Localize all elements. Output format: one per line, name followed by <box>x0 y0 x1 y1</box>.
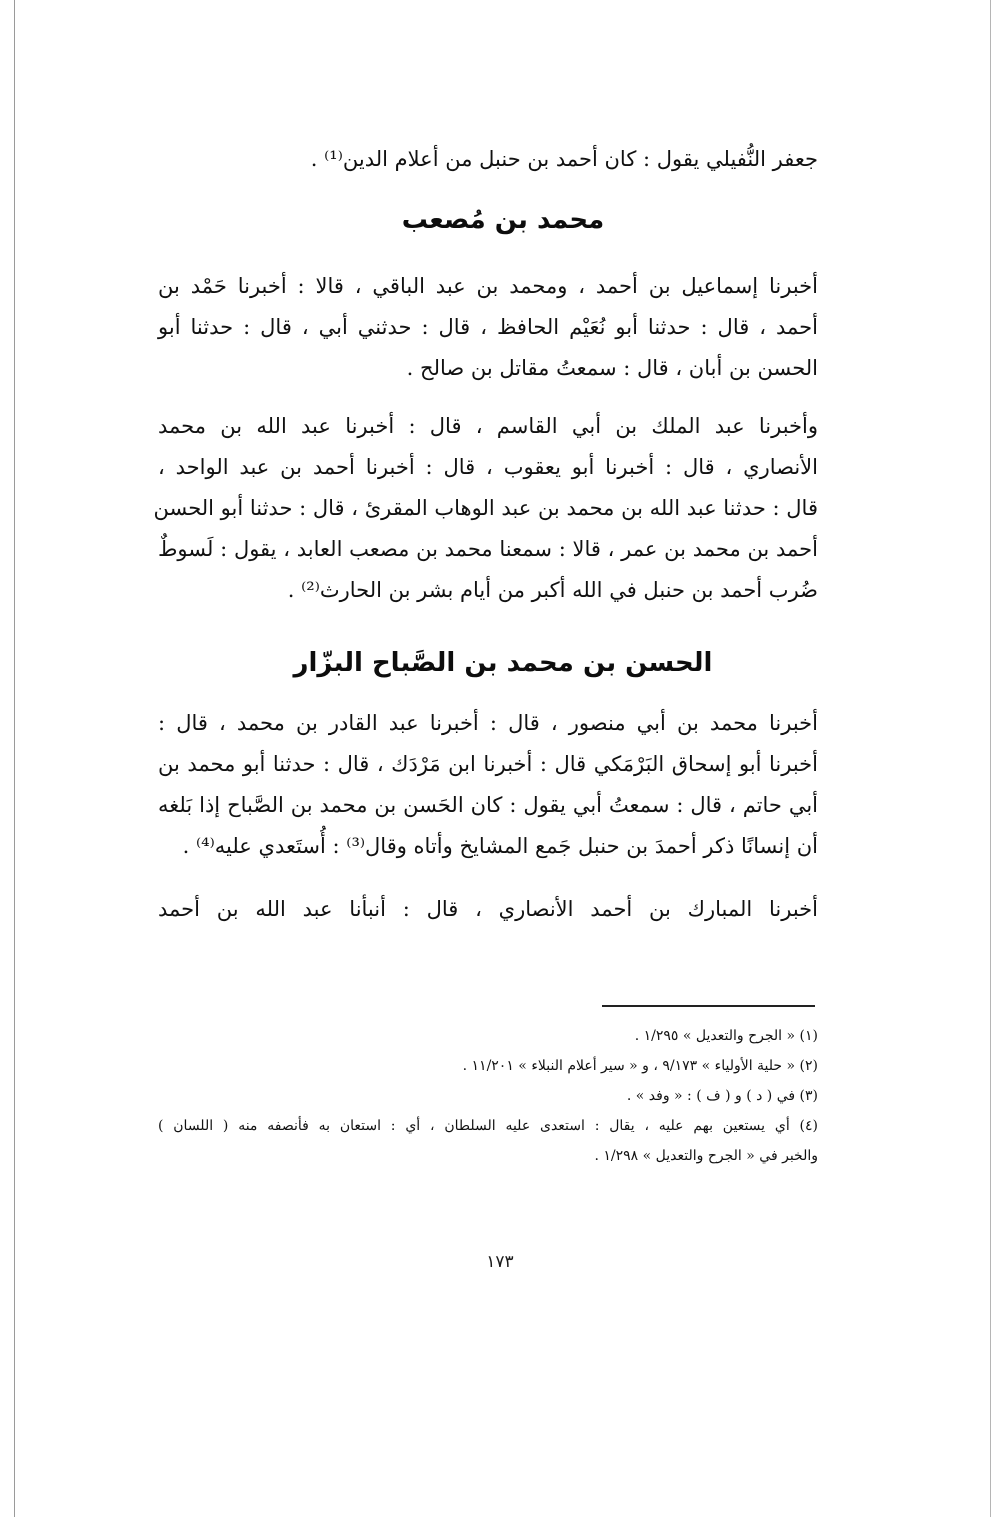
section-heading-al-hasan-ibn-muhammad: الحسن بن محمد بن الصَّباح البزّار <box>293 648 713 678</box>
text-line: أخبرنا المبارك بن أحمد الأنصاري ، قال : أنبأنا عبد الله بن أحمد <box>158 897 818 921</box>
footnotes <box>158 1021 818 1171</box>
text-line: وأخبرنا عبد الملك بن أبي القاسم ، قال : أخبرنا عبد الله بن محمد <box>158 414 818 438</box>
text-line: أخبرنا أبو إسحاق البَرْمَكي قال : أخبرنا ابن مَرْدَك ، قال : حدثنا أبو محمد بن <box>158 752 818 776</box>
paragraph-2 <box>153 406 818 611</box>
text-line: أخبرنا محمد بن أبي منصور ، قال : أخبرنا عبد القادر بن محمد ، قال : <box>158 711 818 735</box>
intro-paragraph <box>158 139 818 180</box>
footnote-3: (٣) في ( د ) و ( ف ) : « وفد » . <box>626 1088 818 1104</box>
footnote-2: (٢) « حلية الأولياء » ٩/١٧٣ ، و « سير أعلام النبلاء » ١١/٢٠١ . <box>462 1058 818 1074</box>
text-line: ضُرب أحمد بن حنبل في الله أكبر من أيام بشر بن الحارث⁽²⁾ . <box>287 578 818 602</box>
paragraph-3 <box>158 703 818 867</box>
text-line: أن إنسانًا ذكر أحمدَ بن حنبل جَمع المشايخ وأتاه وقال⁽³⁾ : أُستَعدي عليه⁽⁴⁾ . <box>182 834 818 858</box>
text-line: أخبرنا إسماعيل بن أحمد ، ومحمد بن عبد الباقي ، قالا : أخبرنا حَمْد بن <box>158 274 818 298</box>
text-line: قال : حدثنا عبد الله بن محمد بن عبد الوهاب المقرئ ، قال : حدثنا أبو الحسن <box>153 496 818 520</box>
page-number: ١٧٣ <box>486 1252 514 1272</box>
footnote-4: (٤) أي يستعين بهم عليه ، يقال : استعدى عليه السلطان ، أي : استعان به فأنصفه منه ( اللسان ) <box>158 1118 818 1134</box>
text-line: الأنصاري ، قال : أخبرنا أبو يعقوب ، قال : أخبرنا أحمد بن عبد الواحد ، <box>158 455 818 479</box>
footnote-separator <box>602 1005 815 1007</box>
paragraph-4 <box>158 889 818 930</box>
text-line: أحمد بن محمد بن عمر ، قالا : سمعنا محمد بن مصعب العابد ، يقول : لَسوطٌ <box>158 537 818 561</box>
text-line: أحمد ، قال : حدثنا أبو نُعَيْم الحافظ ، قال : حدثني أبي ، قال : حدثنا أبو <box>158 315 818 339</box>
text-line: الحسن بن أبان ، قال : سمعتُ مقاتل بن صالح . <box>406 356 818 380</box>
text-line: أبي حاتم ، قال : سمعتُ أبي يقول : كان الحَسن بن محمد بن الصَّباح إذا بَلغه <box>158 793 818 817</box>
footnote-1: (١) « الجرح والتعديل » ١/٢٩٥ . <box>634 1028 818 1044</box>
section-heading-muhammad-ibn-musab: محمد بن مُصعب <box>401 205 605 235</box>
text-line: جعفر النُّفيلي يقول : كان أحمد بن حنبل من أعلام الدين⁽¹⁾ . <box>310 147 818 171</box>
paragraph-1 <box>158 266 818 389</box>
scan-left-edge <box>14 0 15 1517</box>
scan-right-edge <box>990 0 991 1517</box>
footnote-4-continued: والخبر في « الجرح والتعديل » ١/٢٩٨ . <box>594 1148 818 1164</box>
